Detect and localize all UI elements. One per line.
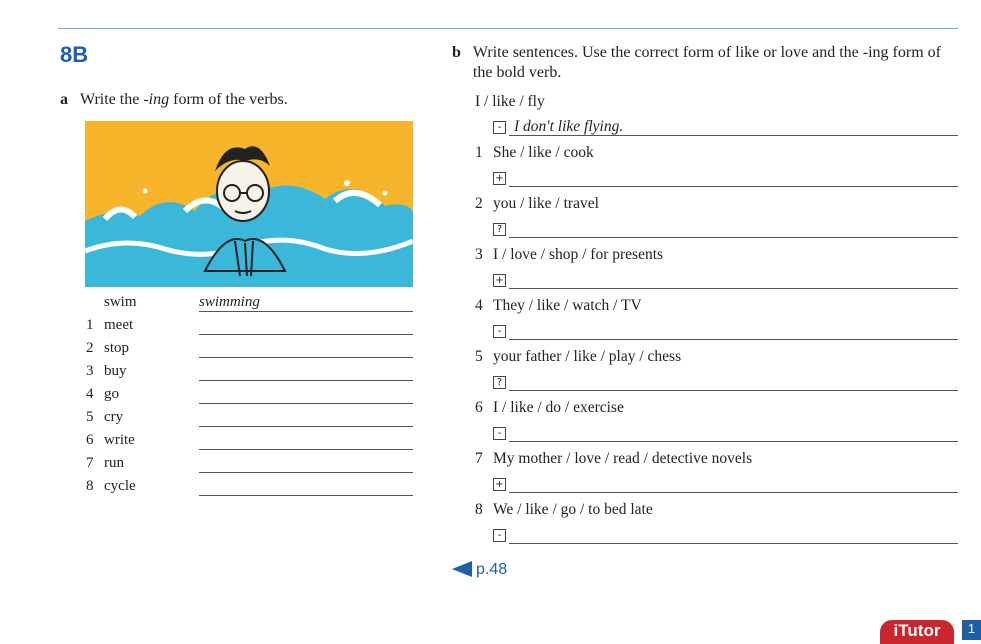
verb-word: go: [104, 386, 119, 402]
plus-sign-box: +: [493, 172, 506, 185]
verb-number: 4: [86, 386, 94, 402]
section-b-instruction: [452, 43, 952, 83]
section-a-letter: a: [60, 91, 68, 108]
verb-example: swim: [104, 294, 137, 310]
sentence-item-4: [475, 297, 642, 315]
verb-word: write: [104, 432, 135, 448]
answer-field[interactable]: [509, 390, 958, 391]
swimmer-illustration: [85, 121, 413, 287]
verb-answer-field[interactable]: [199, 340, 413, 358]
answer-field[interactable]: [509, 441, 958, 442]
verb-answer-field[interactable]: [199, 478, 413, 496]
page-number: 1: [962, 620, 981, 640]
verb-number: 8: [86, 478, 94, 494]
unit-heading: 8B: [60, 42, 89, 67]
item-prompt: She / like / cook: [493, 144, 594, 161]
verb-number: 6: [86, 432, 94, 448]
answer-line-3[interactable]: [493, 273, 958, 289]
item-prompt: your father / like / play / chess: [493, 348, 682, 365]
sentence-item-7: [475, 450, 752, 468]
verb-number: 7: [86, 455, 94, 471]
item-prompt: We / like / go / to bed late: [493, 501, 653, 518]
page-reference-link[interactable]: [452, 561, 507, 579]
back-arrow-icon: [452, 561, 472, 577]
answer-field[interactable]: [509, 339, 958, 340]
sentence-item-5: [475, 348, 681, 366]
item-prompt: I / love / shop / for presents: [493, 246, 664, 263]
example-prompt: I / like / fly: [475, 93, 545, 110]
answer-field[interactable]: [509, 288, 958, 289]
item-number: 3: [475, 246, 483, 263]
item-number: 8: [475, 501, 483, 518]
item-prompt: My mother / love / read / detective novels: [493, 450, 753, 467]
itutor-logo: iTutor: [880, 620, 954, 644]
verb-example-row: [86, 294, 416, 317]
minus-sign-box: -: [493, 121, 506, 134]
verb-number: 5: [86, 409, 94, 425]
answer-line-4[interactable]: [493, 324, 958, 340]
answer-line-1[interactable]: [493, 171, 958, 187]
sentence-item-8: [475, 501, 653, 519]
sentence-item-3: [475, 246, 663, 264]
verb-number: 1: [86, 317, 94, 333]
verb-answer-field[interactable]: [199, 363, 413, 381]
verb-word: cry: [104, 409, 124, 425]
plus-sign-box: +: [493, 478, 506, 491]
answer-line-8[interactable]: [493, 528, 958, 544]
sentence-item-2: [475, 195, 599, 213]
page-reference-text: p.48: [476, 561, 508, 578]
item-number: 1: [475, 144, 483, 161]
sentence-item-6: [475, 399, 624, 417]
answer-field[interactable]: [509, 492, 958, 493]
header-rule: [58, 28, 958, 29]
verb-answer-field[interactable]: [199, 455, 413, 473]
question-sign-box: ?: [493, 223, 506, 236]
verb-answer-field[interactable]: [199, 386, 413, 404]
plus-sign-box: +: [493, 274, 506, 287]
verb-answer-field[interactable]: [199, 432, 413, 450]
verb-word: meet: [104, 317, 134, 333]
example-answer-line: [493, 120, 958, 136]
item-prompt: I / like / do / exercise: [493, 399, 624, 416]
verb-row: [86, 317, 416, 340]
item-number: 4: [475, 297, 483, 314]
verb-row: [86, 340, 416, 363]
answer-line-6[interactable]: [493, 426, 958, 442]
verb-list: [86, 294, 416, 501]
section-b-text: Write sentences. Use the correct form of like or love and the -ing form of the bold verb.: [472, 44, 941, 81]
verb-row: [86, 432, 416, 455]
verb-number: 2: [86, 340, 94, 356]
item-number: 7: [475, 450, 483, 467]
item-number: 2: [475, 195, 483, 212]
verb-answer-field[interactable]: [199, 409, 413, 427]
minus-sign-box: -: [493, 427, 506, 440]
verb-row: [86, 478, 416, 501]
verb-number: 3: [86, 363, 94, 379]
item-number: 6: [475, 399, 483, 416]
verb-row: [86, 386, 416, 409]
verb-answer-field[interactable]: [199, 317, 413, 335]
answer-field[interactable]: [509, 186, 958, 187]
answer-line-2[interactable]: [493, 222, 958, 238]
question-sign-box: ?: [493, 376, 506, 389]
minus-sign-box: -: [493, 325, 506, 338]
verb-row: [86, 455, 416, 478]
verb-example-answer[interactable]: swimming: [199, 294, 413, 312]
section-b-letter: b: [452, 44, 461, 61]
example-answer: I don't like flying.: [509, 119, 958, 136]
item-prompt: you / like / travel: [493, 195, 599, 212]
verb-row: [86, 363, 416, 386]
verb-row: [86, 409, 416, 432]
answer-line-5[interactable]: [493, 375, 958, 391]
answer-field[interactable]: [509, 543, 958, 544]
verb-word: run: [104, 455, 124, 471]
answer-field[interactable]: [509, 237, 958, 238]
sentence-item-1: [475, 144, 594, 162]
item-prompt: They / like / watch / TV: [493, 297, 642, 314]
verb-word: stop: [104, 340, 130, 356]
section-a-instruction: a Write the -ing form of the verbs.: [60, 91, 288, 108]
minus-sign-box: -: [493, 529, 506, 542]
verb-word: buy: [104, 363, 127, 379]
verb-word: cycle: [104, 478, 136, 494]
answer-line-7[interactable]: [493, 477, 958, 493]
item-number: 5: [475, 348, 483, 365]
